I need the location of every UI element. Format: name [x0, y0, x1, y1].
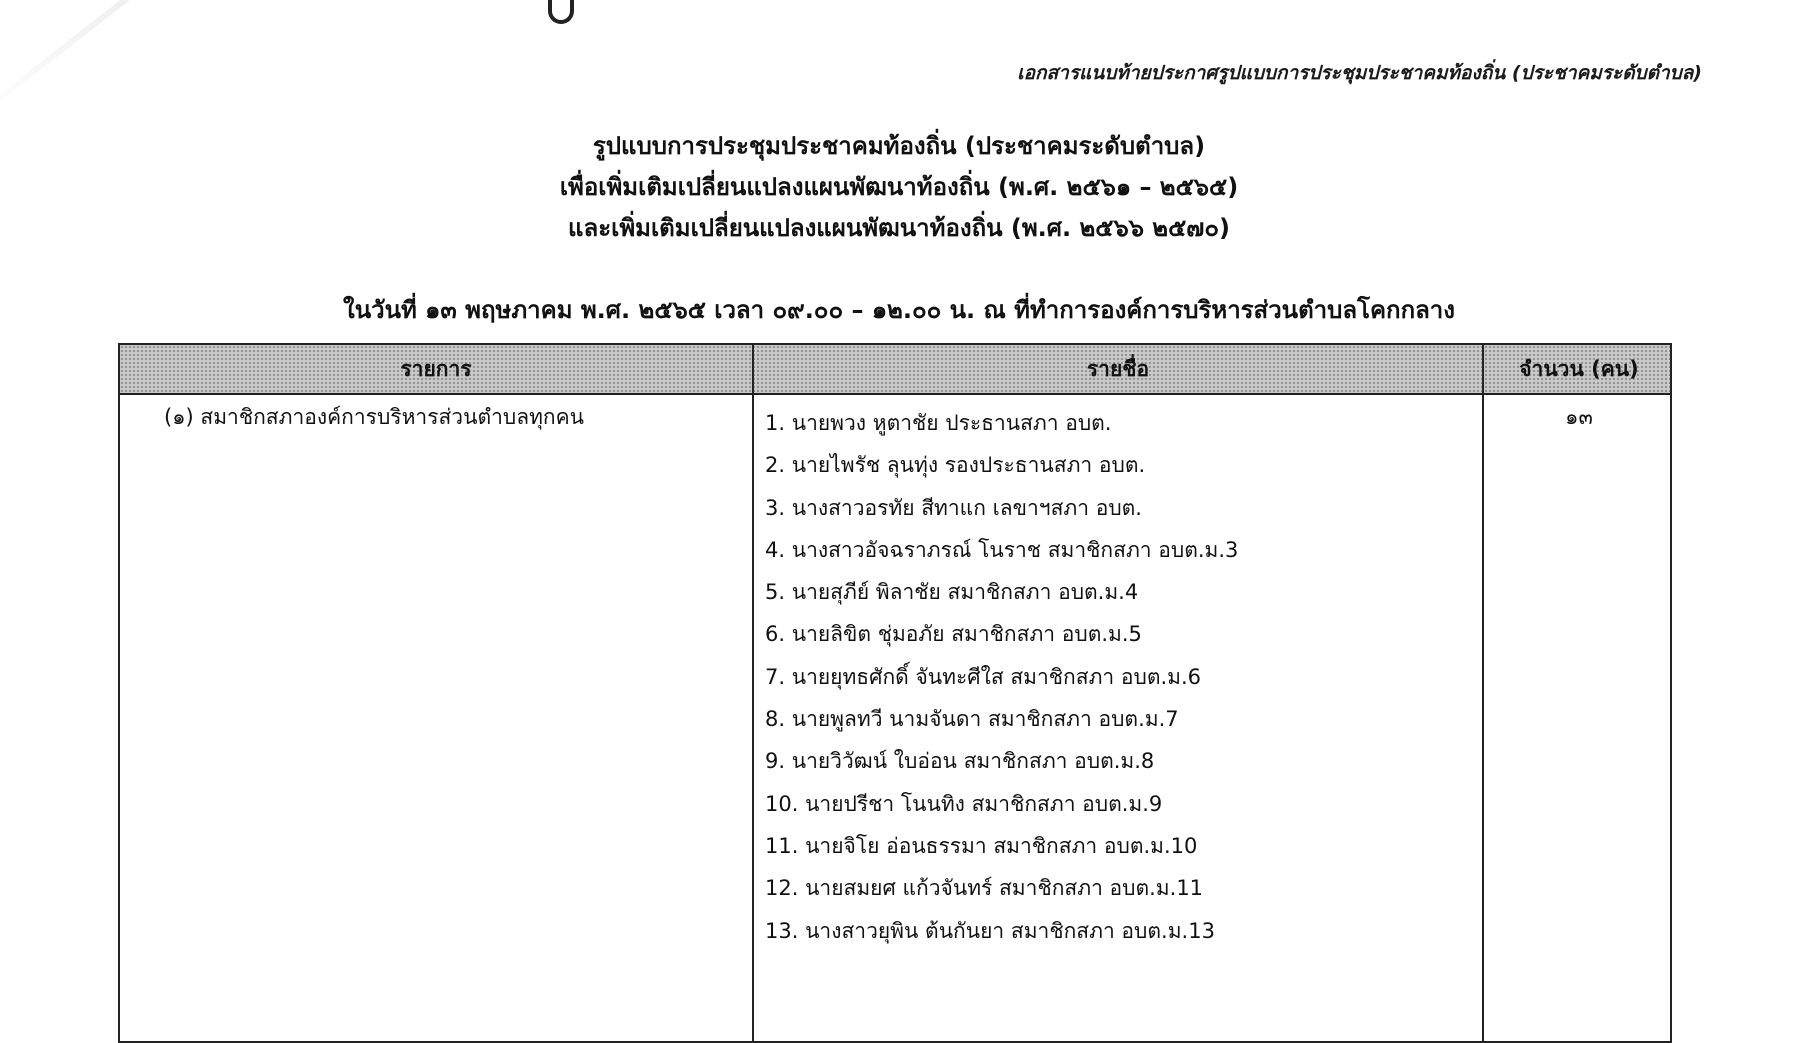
list-item: 11. นายจิโย อ่อนธรรมา สมาชิกสภา อบต.ม.10 — [765, 833, 1198, 858]
binder-clip-mark — [548, 0, 574, 24]
column-divider — [752, 345, 754, 1041]
name-list — [765, 402, 1238, 952]
meeting-date-location: ในวันที่ ๑๓ พฤษภาคม พ.ศ. ๒๕๖๕ เวลา ๐๙.๐๐ – ๑๒.๐๐ น. ณ ที่ทำการองค์การบริหารส่วนตำบลโคกกลาง — [342, 296, 1455, 324]
attendee-table — [118, 343, 1672, 1043]
list-item: 3. นางสาวอรทัย สีทาแก เลขาฯสภา อบต. — [765, 495, 1142, 520]
list-item: 2. นายไพรัช ลุนทุ่ง รองประธานสภา อบต. — [765, 453, 1146, 478]
attendee-count: ๑๓ — [1565, 405, 1593, 429]
header-item: รายการ — [400, 357, 472, 381]
attachment-note: เอกสารแนบท้ายประกาศรูปแบบการประชุมประชาคมท้องถิ่น (ประชาคมระดับตำบล) — [1017, 62, 1702, 84]
list-item: 6. นายลิขิต ชุ่มอภัย สมาชิกสภา อบต.ม.5 — [765, 622, 1142, 647]
list-item: 4. นางสาวอัจฉราภรณ์ โนราช สมาชิกสภา อบต.ม.3 — [765, 537, 1239, 562]
list-item: 7. นายยุทธศักดิ์ จันทะศีใส สมาชิกสภา อบต.ม.6 — [765, 664, 1202, 689]
table-header — [120, 345, 1670, 395]
list-item: 8. นายพูลทวี นามจันดา สมาชิกสภา อบต.ม.7 — [765, 707, 1179, 732]
title-line-3: และเพิ่มเติมเปลี่ยนแปลงแผนพัฒนาท้องถิ่น (พ.ศ. ๒๕๖๖ ๒๕๗๐) — [568, 214, 1230, 242]
list-item: 12. นายสมยศ แก้วจันทร์ สมาชิกสภา อบต.ม.11 — [765, 876, 1204, 901]
item-topic: (๑) สมาชิกสภาองค์การบริหารส่วนตำบลทุกคน — [164, 405, 585, 429]
header-names: รายชื่อ — [1086, 357, 1150, 381]
title-line-1: รูปแบบการประชุมประชาคมท้องถิ่น (ประชาคมระดับตำบล) — [592, 132, 1206, 160]
fold-shadow — [0, 0, 174, 125]
title-line-2: เพื่อเพิ่มเติมเปลี่ยนแปลงแผนพัฒนาท้องถิ่น (พ.ศ. ๒๕๖๑ – ๒๕๖๕) — [559, 173, 1239, 201]
list-item: 1. นายพวง หูตาชัย ประธานสภา อบต. — [765, 411, 1112, 435]
list-item: 9. นายวิวัฒน์ ใบอ่อน สมาชิกสภา อบต.ม.8 — [765, 749, 1155, 774]
column-divider — [1482, 345, 1484, 1041]
header-count: จำนวน (คน) — [1519, 357, 1639, 381]
document-title — [0, 126, 1798, 249]
list-item: 10. นายปรีชา โนนทิง สมาชิกสภา อบต.ม.9 — [765, 791, 1163, 816]
list-item: 5. นายสุภีย์ พิลาชัย สมาชิกสภา อบต.ม.4 — [765, 580, 1139, 605]
list-item: 13. นางสาวยุพิน ต้นกันยา สมาชิกสภา อบต.ม.13 — [765, 918, 1215, 943]
